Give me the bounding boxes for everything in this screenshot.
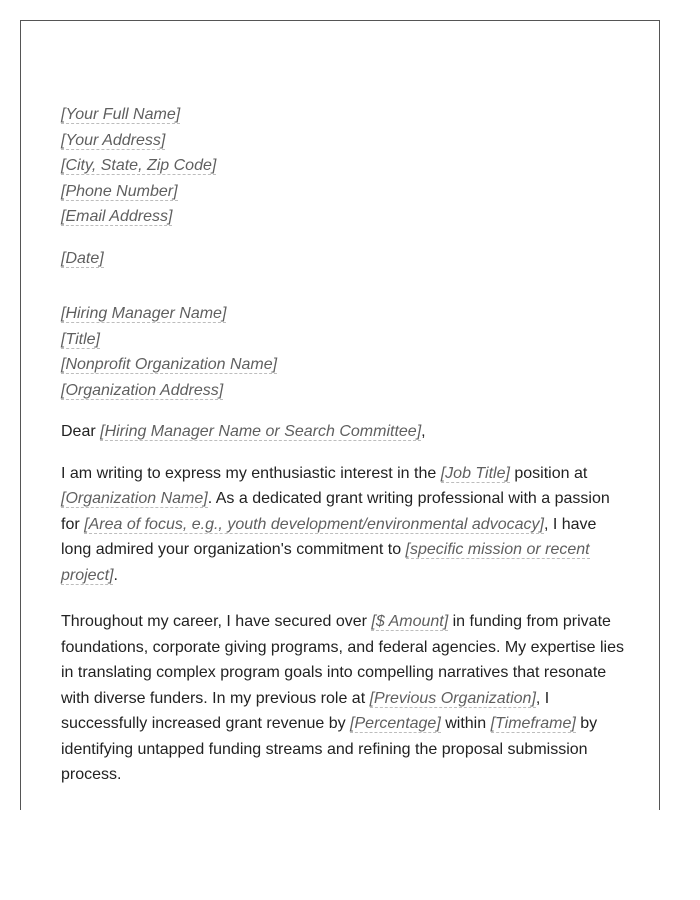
timeframe-placeholder[interactable]: [Timeframe] <box>490 715 576 732</box>
recipient-organization-placeholder[interactable]: [Nonprofit Organization Name] <box>61 356 278 373</box>
p2-text-2: in funding from private foundations, corporate giving programs, and federal agencies. My expertise lies in translating complex program goals into compelling narratives that resonate with diverse funders. In my previous role at <box>61 613 624 707</box>
p2-text-3: , I successfully increased grant revenue by <box>61 689 550 732</box>
sender-city-placeholder[interactable]: [City, State, Zip Code] <box>61 157 217 174</box>
job-title-placeholder[interactable]: [Job Title] <box>440 464 510 482</box>
recipient-address-placeholder[interactable]: [Organization Address] <box>61 381 224 399</box>
p2-text-5: by identifying untapped funding streams and refining the proposal submission process. <box>61 715 598 783</box>
recipient-title-placeholder[interactable]: [Title] <box>61 330 100 348</box>
recipient-block <box>61 301 631 403</box>
document-page <box>20 20 660 810</box>
date-block <box>61 246 631 272</box>
salutation-name-placeholder[interactable]: [Hiring Manager Name or Search Committee] <box>100 423 422 440</box>
sender-name-placeholder[interactable]: [Your Full Name] <box>61 106 181 123</box>
paragraph-experience <box>61 609 631 788</box>
sender-address-placeholder[interactable]: [Your Address] <box>61 131 166 149</box>
p2-text-1: Throughout my career, I have secured over <box>61 613 372 630</box>
amount-placeholder[interactable]: [$ Amount] <box>371 613 449 630</box>
salutation <box>61 419 631 445</box>
sender-block <box>61 102 631 230</box>
date-placeholder[interactable]: [Date] <box>61 249 104 267</box>
paragraph-intro <box>61 461 631 589</box>
organization-name-placeholder[interactable]: [Organization Name] <box>61 490 208 507</box>
sender-email-placeholder[interactable]: [Email Address] <box>61 208 173 225</box>
p2-text-4: within <box>440 715 491 732</box>
salutation-prefix: Dear <box>61 423 101 440</box>
previous-organization-placeholder[interactable]: [Previous Organization] <box>369 689 536 707</box>
percentage-placeholder[interactable]: [Percentage] <box>350 715 441 732</box>
mission-placeholder[interactable]: [specific mission or recent project] <box>61 541 590 584</box>
recipient-manager-placeholder[interactable]: [Hiring Manager Name] <box>61 305 227 322</box>
p1-text-2: position at <box>509 464 588 482</box>
area-of-focus-placeholder[interactable]: [Area of focus, e.g., youth development/environmental advocacy] <box>84 515 544 533</box>
p1-text-4: , I have long admired your organization's commitment to <box>61 515 597 558</box>
sender-phone-placeholder[interactable]: [Phone Number] <box>61 182 178 200</box>
salutation-suffix: , <box>421 423 426 440</box>
p1-text-1: I am writing to express my enthusiastic interest in the <box>61 464 441 482</box>
p1-text-5: . <box>113 566 118 584</box>
cover-letter-body <box>61 102 631 809</box>
p1-text-3: . As a dedicated grant writing professional with a passion for <box>61 490 610 533</box>
